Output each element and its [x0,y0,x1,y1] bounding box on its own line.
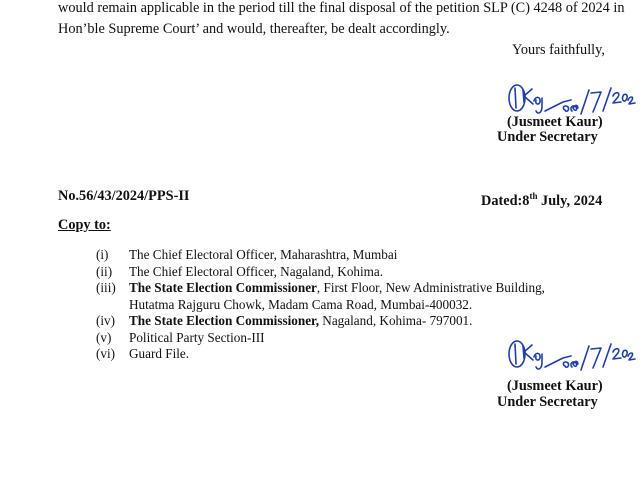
body-line-1: would remain applicable in the period till the final disposal of the petition SLP (C) 4248 of 2024 in [58,0,625,16]
signatory-2-name: (Jusmeet Kaur) [507,378,603,394]
dated-field: Dated:8th July, 2024 [481,191,603,209]
reference-number: No.56/43/2024/PPS-II [58,188,190,204]
list-item: (i) The Chief Electoral Officer, Maharashtra, Mumbai [96,247,398,262]
list-item: (ii) The Chief Electoral Officer, Nagaland, Kohima. [96,263,384,279]
signatory-1-designation: Under Secretary [497,129,598,145]
signatory-1-name: (Jusmeet Kaur) [507,114,603,130]
closing-text: Yours faithfully, [512,42,605,58]
handwritten-signature-icon [505,334,637,378]
copy-to-heading: Copy to: [58,217,111,233]
list-item: (iii) The State Election Commissioner, First Floor, New Administrative Building, Hutatma Rajguru Chowk, Madam Cama Road, Mumbai-400032. [96,280,545,312]
signatory-2-designation: Under Secretary [497,394,598,410]
list-item: (iv) The State Election Commissioner, Nagaland, Kohima- 797001. [96,313,473,328]
list-item: (v) Political Party Section-III [96,329,265,345]
copy-to-list [96,247,545,363]
list-item: (vi) Guard File. [96,346,190,361]
body-line-2: Hon’ble Supreme Court’ and would, thereafter, be dealt accordingly. [58,21,450,37]
signature-2-image [505,334,637,378]
